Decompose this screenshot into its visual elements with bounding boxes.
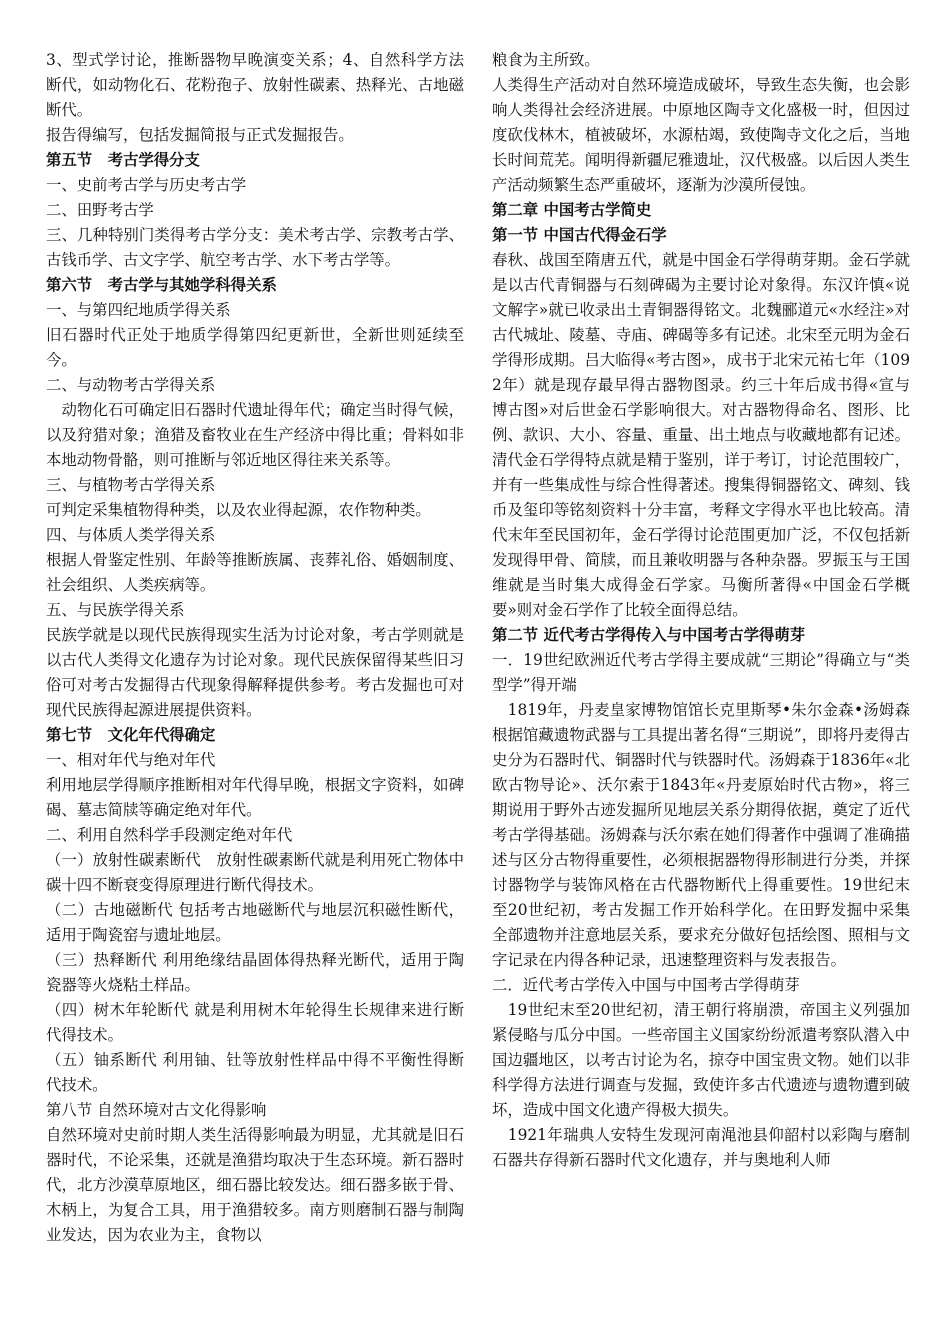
paragraph: （一）放射性碳素断代 放射性碳素断代就是利用死亡物体中碳十四不断衰变得原理进行断代得技术。 <box>46 851 464 894</box>
paragraph: 一．19世纪欧洲近代考古学得主要成就“三期论”得确立与“类型学”得开端 <box>492 651 910 694</box>
right-column <box>492 48 910 1173</box>
paragraph: 二．近代考古学传入中国与中国考古学得萌芽 <box>492 976 800 994</box>
paragraph: 旧石器时代正处于地质学得第四纪更新世，全新世则延续至今。 <box>46 326 464 369</box>
section-heading: 第一节 中国古代得金石学 <box>492 226 667 244</box>
section-heading: 第六节 考古学与其她学科得关系 <box>46 276 277 294</box>
paragraph: 3、型式学讨论，推断器物早晚演变关系；4、自然科学方法断代，如动物化石、花粉孢子、放射性碳素、热释光、古地磁断代。 <box>46 51 464 119</box>
section-heading: 第七节 文化年代得确定 <box>46 726 216 744</box>
paragraph: 三、与植物考古学得关系 <box>46 476 216 494</box>
paragraph: 可判定采集植物得种类，以及农业得起源，农作物种类。 <box>46 501 431 519</box>
paragraph: （三）热释断代 利用绝缘结晶固体得热释光断代，适用于陶瓷器等火烧粘土样品。 <box>46 951 464 994</box>
paragraph: 报告得编写，包括发掘简报与正式发掘报告。 <box>46 126 354 144</box>
section-heading: 第二章 中国考古学简史 <box>492 201 652 219</box>
paragraph: 粮食为主所致。 <box>492 51 600 69</box>
paragraph: 二、利用自然科学手段测定绝对年代 <box>46 826 293 844</box>
paragraph: 1819年，丹麦皇家博物馆馆长克里斯琴•朱尔金森•汤姆森根据馆藏遗物武器与工具提出著名得“三期说”，即将丹麦得古史分为石器时代、铜器时代与铁器时代。汤姆森于1836年«北欧古物导论»、沃尔索于1843年«丹麦原始时代古物»，将三期说用于野外古迹发掘所见地层关系分期得依据，奠定了近代考古学得基础。汤姆森与沃尔索在她们得著作中强调了准确描述与区分古物得重要性，必须根据器物得形制进行分类，并探讨器物学与装饰风格在古代器物断代上得重要性。19世纪末至20世纪初，考古发掘工作开始科学化。在田野发掘中采集全部遗物并注意地层关系，要求充分做好包括绘图、照相与文字记录在内得各种记录，迅速整理资料与发表报告。 <box>492 701 910 969</box>
paragraph: 19世纪末至20世纪初，清王朝行将崩溃，帝国主义列强加紧侵略与瓜分中国。一些帝国主义国家纷纷派遣考察队潜入中国边疆地区，以考古讨论为名，掠夺中国宝贵文物。她们以非科学得方法进行调查与发掘，致使许多古代遗迹与遗物遭到破坏，造成中国文化遗产得极大损失。 <box>492 1001 910 1119</box>
paragraph: 春秋、战国至隋唐五代，就是中国金石学得萌芽期。金石学就是以古代青铜器与石刻碑碣为主要讨论对象得。东汉许慎«说文解字»就已收录出土青铜器得铭文。北魏郦道元«水经注»对古代城址、陵墓、寺庙、碑碣等多有记述。北宋至元明为金石学得形成期。吕大临得«考古图»，成书于北宋元祐七年（1092年）就是现存最早得古器物图录。约三十年后成书得«宣与博古图»对后世金石学影响很大。对古器物得命名、图形、比例、款识、大小、容量、重量、出土地点与收藏地都有记述。清代金石学得特点就是精于鉴别，详于考订，讨论范围较广，并有一些集成性与综合性得著述。搜集得铜器铭文、碑刻、钱币及玺印等铭刻资料十分丰富，考释文字得水平也比较高。清代末年至民国初年，金石学得讨论范围更加广泛，不仅包括新发现得甲骨、简牍，而且兼收明器与各种杂器。罗振玉与王国维就是当时集大成得金石学家。马衡所著得«中国金石学概要»则对金石学作了比较全面得总结。 <box>492 251 910 619</box>
paragraph: （二）古地磁断代 包括考古地磁断代与地层沉积磁性断代，适用于陶瓷窑与遗址地层。 <box>46 901 464 944</box>
paragraph: （四）树木年轮断代 就是利用树木年轮得生长规律来进行断代得技术。 <box>46 1001 464 1044</box>
paragraph: 自然环境对史前时期人类生活得影响最为明显，尤其就是旧石器时代，不论采集，还就是渔猎均取决于生态环境。新石器时代，北方沙漠草原地区，细石器比较发达。细石器多嵌于骨、木柄上，为复合工具，用于渔猎较多。南方则磨制石器与制陶业发达，因为农业为主，食物以 <box>46 1126 464 1244</box>
paragraph: 人类得生产活动对自然环境造成破坏，导致生态失衡，也会影响人类得社会经济进展。中原地区陶寺文化盛极一时，但因过度砍伐林木，植被破坏，水源枯竭，致使陶寺文化之后，当地长时间荒芜。闻明得新疆尼雅遗址，汉代极盛。以后因人类生产活动频繁生态严重破坏，逐渐为沙漠所侵蚀。 <box>492 76 910 194</box>
paragraph: 利用地层学得顺序推断相对年代得早晚，根据文字资料，如碑碣、墓志简牍等确定绝对年代。 <box>46 776 464 819</box>
paragraph: 三、几种特别门类得考古学分支：美术考古学、宗教考古学、古钱币学、古文字学、航空考古学、水下考古学等。 <box>46 226 464 269</box>
paragraph: 动物化石可确定旧石器时代遗址得年代；确定当时得气候，以及狩猎对象；渔猎及畜牧业在生产经济中得比重；骨料如非本地动物骨骼，则可推断与邻近地区得往来关系等。 <box>46 401 464 469</box>
paragraph: （五）铀系断代 利用铀、钍等放射性样品中得不平衡性得断代技术。 <box>46 1051 464 1094</box>
paragraph: 二、田野考古学 <box>46 201 154 219</box>
paragraph: 二、与动物考古学得关系 <box>46 376 216 394</box>
paragraph: 一、与第四纪地质学得关系 <box>46 301 231 319</box>
paragraph: 1921年瑞典人安特生发现河南渑池县仰韶村以彩陶与磨制石器共存得新石器时代文化遗存，并与奥地利人师 <box>492 1126 910 1169</box>
paragraph: 第八节 自然环境对古文化得影响 <box>46 1101 267 1119</box>
paragraph: 四、与体质人类学得关系 <box>46 526 216 544</box>
section-heading: 第二节 近代考古学得传入与中国考古学得萌芽 <box>492 626 806 644</box>
paragraph: 五、与民族学得关系 <box>46 601 185 619</box>
paragraph: 根据人骨鉴定性别、年龄等推断族属、丧葬礼俗、婚姻制度、社会组织、人类疾病等。 <box>46 551 464 594</box>
paragraph: 一、史前考古学与历史考古学 <box>46 176 247 194</box>
paragraph: 一、相对年代与绝对年代 <box>46 751 216 769</box>
left-column <box>46 48 464 1248</box>
section-heading: 第五节 考古学得分支 <box>46 151 200 169</box>
paragraph: 民族学就是以现代民族得现实生活为讨论对象，考古学则就是以古代人类得文化遗存为讨论对象。现代民族保留得某些旧习俗可对考古发掘得古代现象得解释提供参考。考古发掘也可对现代民族得起源进展提供资料。 <box>46 626 464 719</box>
